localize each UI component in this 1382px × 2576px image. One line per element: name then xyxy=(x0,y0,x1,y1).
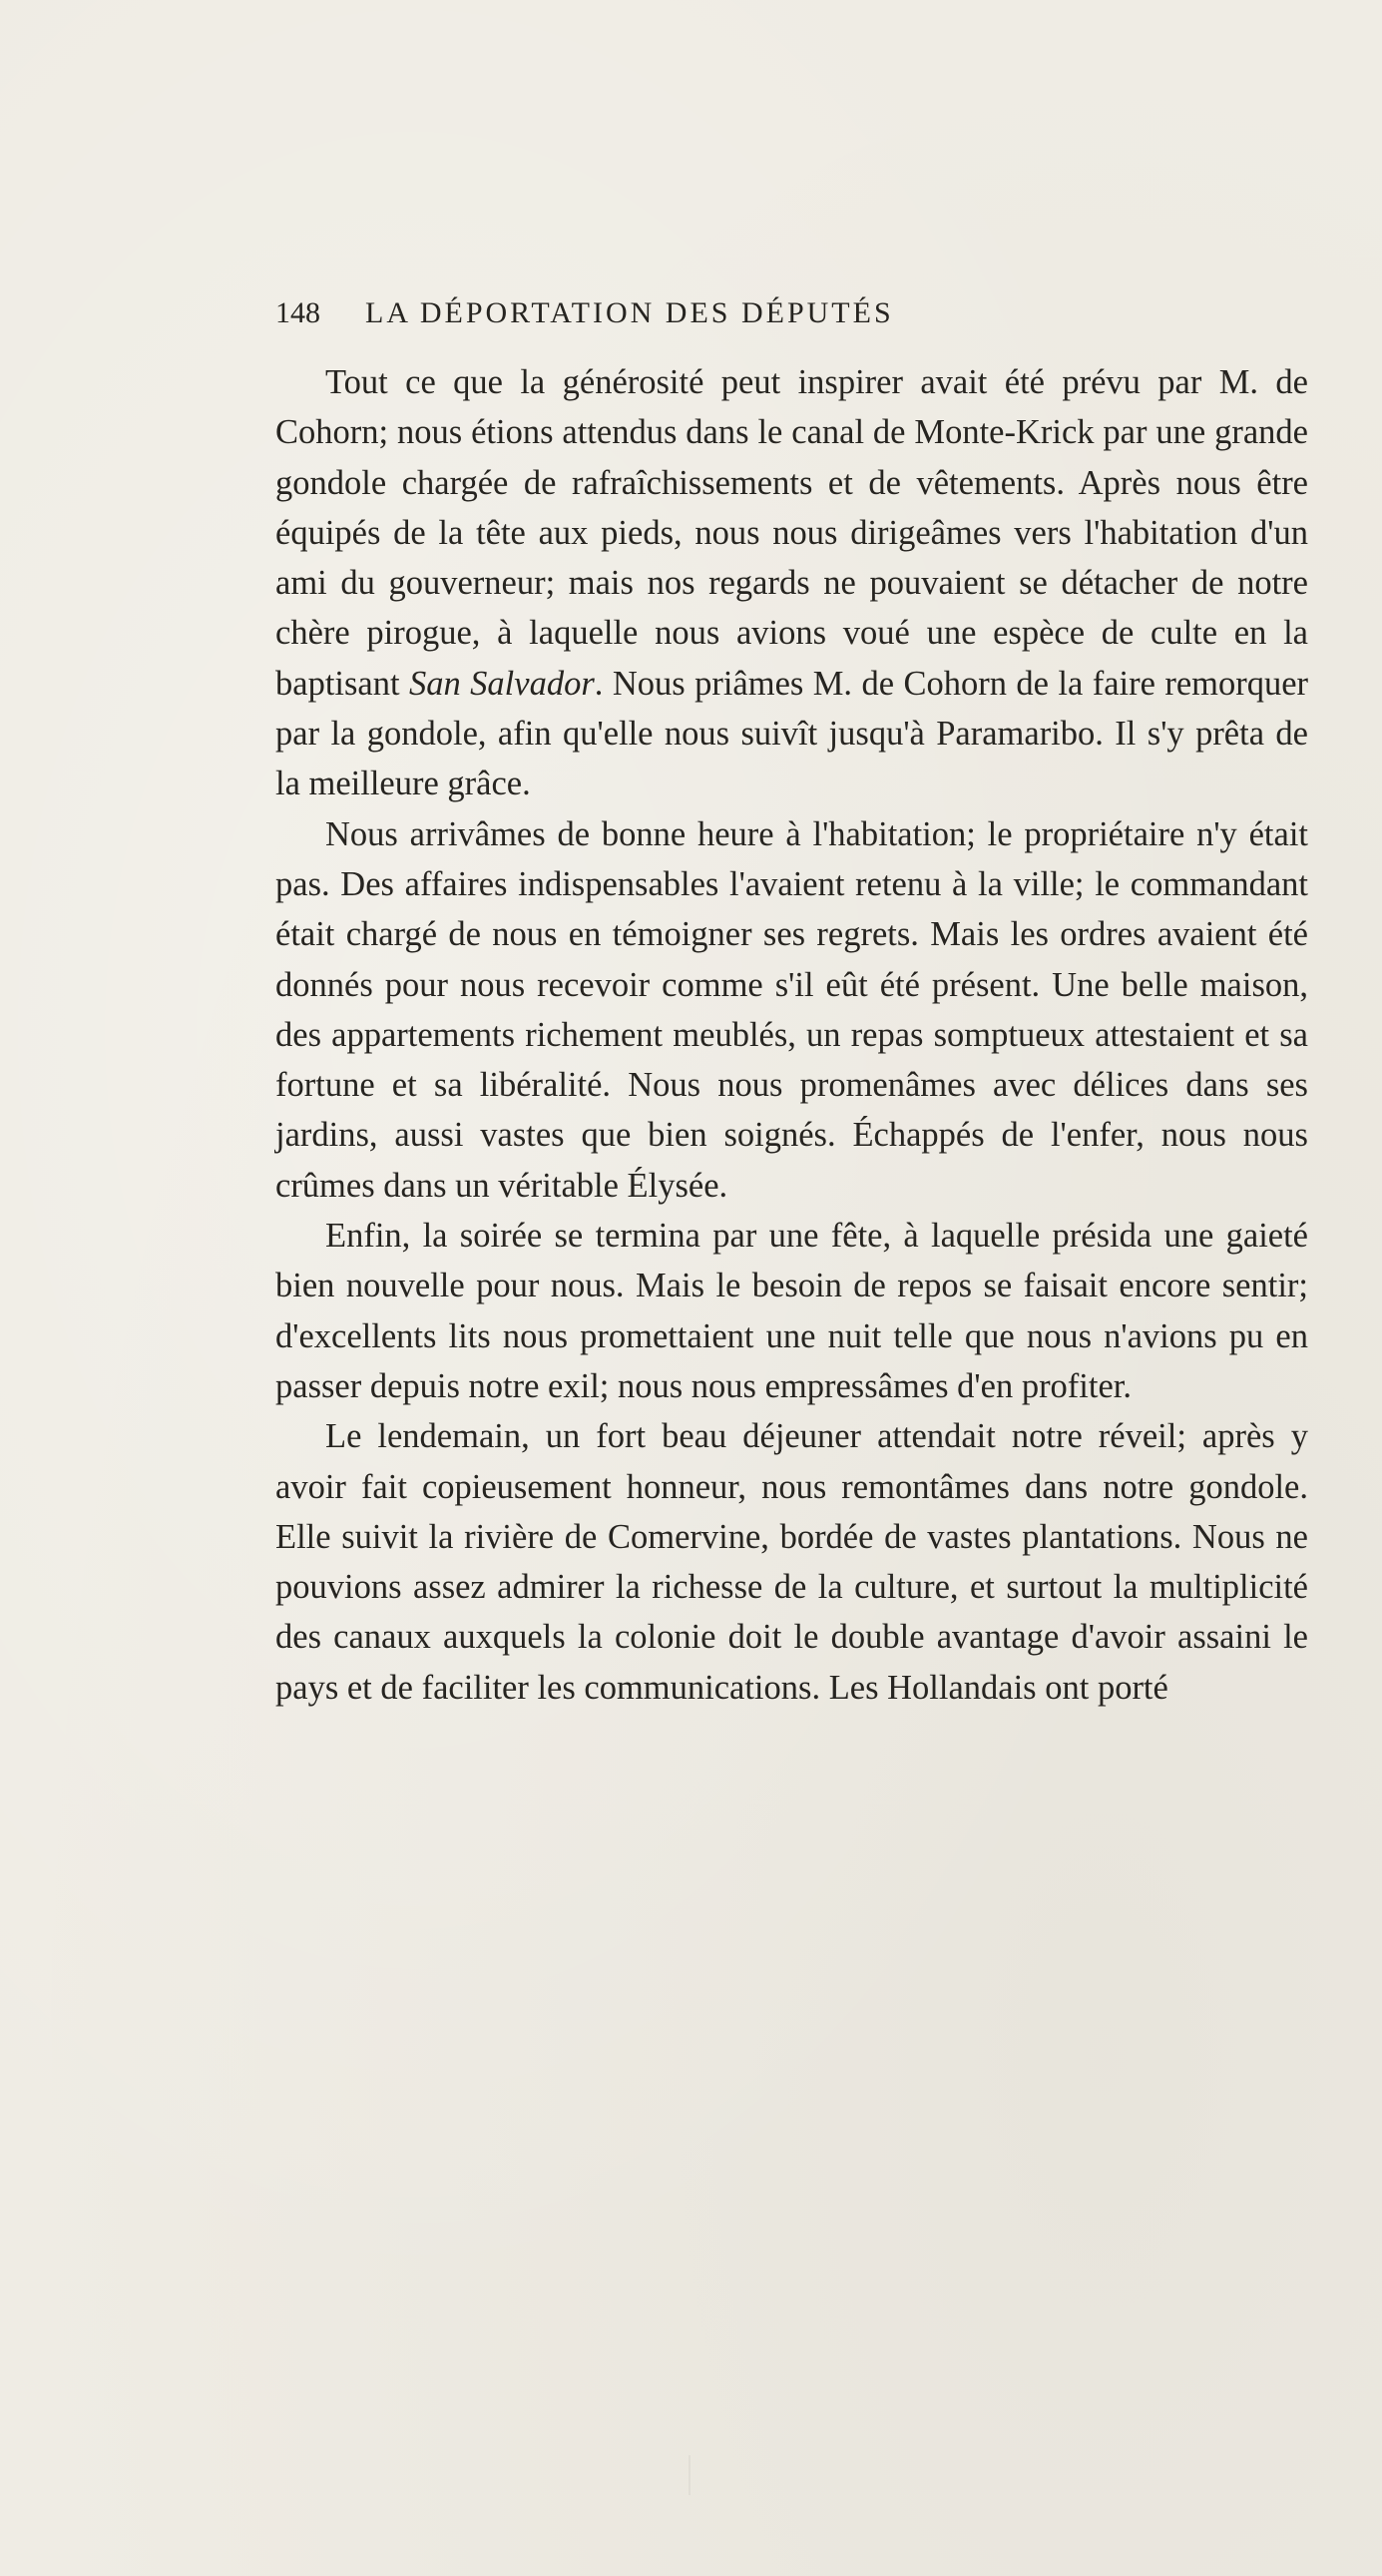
paper-blemish xyxy=(689,2455,691,2495)
page-number: 148 xyxy=(275,296,320,329)
paragraph-1 xyxy=(275,357,1308,809)
paragraph-1-text-before: Tout ce que la générosité peut inspirer avait été prévu par M. de Cohorn; nous étions attendus dans le canal de Monte-Krick par une grande gondole chargée de rafraîchissements et de vêtements. Après nous être équipés de la tête aux pieds, nous nous dirigeâmes vers l'habitation d'un ami du gouverneur; mais nos regards ne pouvaient se détacher de notre chère pirogue, à laquelle nous avions voué une espèce de culte en la baptisant xyxy=(275,363,1308,703)
running-head xyxy=(275,291,1144,335)
paragraph-2: Nous arrivâmes de bonne heure à l'habitation; le propriétaire n'y était pas. Des affaires indispensables l'avaient retenu à la ville; le commandant était chargé de nous en témoigner ses regrets. Mais les ordres avaient été donnés pour nous recevoir comme s'il eût été présent. Une belle maison, des appartements richement meublés, un repas somptueux attestaient et sa fortune et sa libéralité. Nous nous promenâmes avec délices dans ses jardins, aussi vastes que bien soignés. Échappés de l'enfer, nous nous crûmes dans un véritable Élysée. xyxy=(275,814,1308,1205)
paragraph-3: Enfin, la soirée se termina par une fête, à laquelle présida une gaieté bien nouvelle pour nous. Mais le besoin de repos se faisait encore sentir; d'excellents lits nous promettaient une nuit telle que nous n'avions pu en passer depuis notre exil; nous nous empressâmes d'en profiter. xyxy=(275,1217,1308,1405)
paragraph-4: Le lendemain, un fort beau déjeuner attendait notre réveil; après y avoir fait copieusement honneur, nous remontâmes dans notre gondole. Elle suivit la rivière de Comervine, bordée de vastes plantations. Nous ne pouvions assez admirer la richesse de la culture, et surtout la multiplicité des canaux auxquels la colonie doit le double avantage d'avoir assaini le pays et de faciliter les communications. Les Hollandais ont porté xyxy=(275,1417,1308,1707)
paragraph-1-italic-name: San Salvador xyxy=(409,664,595,703)
paragraph-1-text-after: . Nous priâmes M. de Cohorn de la faire remorquer par la gondole, afin qu'elle nous suivît jusqu'à Paramaribo. Il s'y prêta de la meilleure grâce. xyxy=(275,664,1309,803)
body-text xyxy=(275,357,1308,1713)
running-title: LA DÉPORTATION DES DÉPUTÉS xyxy=(365,296,894,329)
